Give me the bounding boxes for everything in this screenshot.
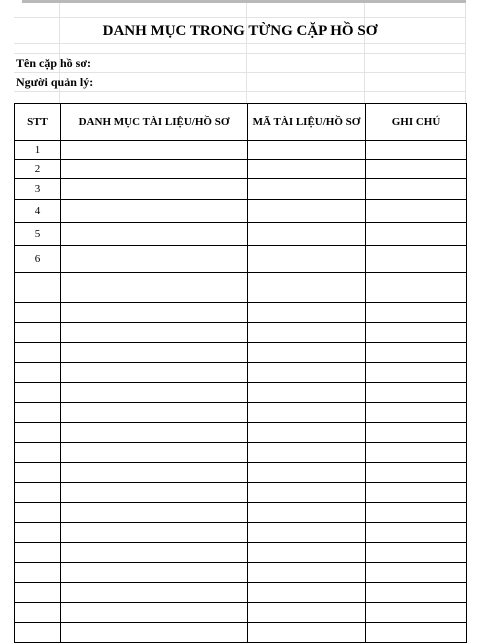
cell-code[interactable] (248, 603, 366, 623)
table-row (15, 603, 467, 623)
cell-note[interactable] (366, 543, 467, 563)
cell-catalog[interactable] (61, 563, 248, 583)
cell-stt[interactable] (15, 523, 61, 543)
cell-stt[interactable] (15, 463, 61, 483)
cell-note[interactable] (366, 363, 467, 383)
table-row (15, 200, 467, 223)
cell-stt[interactable]: 1 (15, 141, 61, 160)
table-row (15, 523, 467, 543)
cell-note[interactable] (366, 483, 467, 503)
cell-note[interactable] (366, 603, 467, 623)
cell-catalog[interactable] (61, 523, 248, 543)
table-row (15, 343, 467, 363)
cell-code[interactable] (248, 179, 366, 200)
cell-stt[interactable] (15, 403, 61, 423)
gridline (14, 91, 466, 92)
cell-stt[interactable] (15, 623, 61, 643)
cell-note[interactable] (366, 383, 467, 403)
table-row (15, 383, 467, 403)
cell-code[interactable] (248, 563, 366, 583)
table-row (15, 543, 467, 563)
table-row (15, 463, 467, 483)
cell-note[interactable] (366, 523, 467, 543)
table-row (15, 623, 467, 643)
cell-catalog[interactable] (61, 200, 248, 223)
cell-stt[interactable] (15, 323, 61, 343)
cell-stt[interactable] (15, 383, 61, 403)
cell-catalog[interactable] (61, 223, 248, 246)
gridline (14, 17, 466, 18)
cell-note[interactable] (366, 273, 467, 303)
folder-name-label: Tên cặp hồ sơ: (16, 56, 91, 70)
cell-note[interactable] (366, 200, 467, 223)
cell-code[interactable] (248, 483, 366, 503)
cell-stt[interactable] (15, 443, 61, 463)
gridline (14, 43, 466, 44)
cell-note[interactable] (366, 141, 467, 160)
cell-catalog[interactable] (61, 273, 248, 303)
cell-code[interactable] (248, 443, 366, 463)
header-catalog: DANH MỤC TÀI LIỆU/HỒ SƠ (61, 104, 248, 141)
cell-stt[interactable] (15, 503, 61, 523)
table-row (15, 563, 467, 583)
cell-stt[interactable] (15, 423, 61, 443)
cell-catalog[interactable] (61, 363, 248, 383)
cell-code[interactable] (248, 463, 366, 483)
cell-stt[interactable] (15, 303, 61, 323)
table-row (15, 179, 467, 200)
cell-note[interactable] (366, 463, 467, 483)
table-row (15, 303, 467, 323)
cell-note[interactable] (366, 563, 467, 583)
cell-code[interactable] (248, 223, 366, 246)
cell-stt[interactable]: 2 (15, 160, 61, 179)
cell-code[interactable] (248, 246, 366, 273)
cell-code[interactable] (248, 543, 366, 563)
cell-stt[interactable]: 4 (15, 200, 61, 223)
cell-note[interactable] (366, 223, 467, 246)
cell-code[interactable] (248, 200, 366, 223)
cell-note[interactable] (366, 343, 467, 363)
cell-catalog[interactable] (61, 403, 248, 423)
cell-code[interactable] (248, 623, 366, 643)
gridline (14, 72, 466, 73)
table-row (15, 483, 467, 503)
cell-stt[interactable] (15, 603, 61, 623)
cell-catalog[interactable] (61, 423, 248, 443)
cell-catalog[interactable] (61, 443, 248, 463)
cell-code[interactable] (248, 303, 366, 323)
cell-catalog[interactable] (61, 503, 248, 523)
table-row (15, 423, 467, 443)
table-row (15, 363, 467, 383)
cell-catalog[interactable] (61, 160, 248, 179)
cell-note[interactable] (366, 403, 467, 423)
cell-code[interactable] (248, 160, 366, 179)
table-header-row (15, 104, 467, 141)
cell-code[interactable] (248, 141, 366, 160)
cell-catalog[interactable] (61, 623, 248, 643)
cell-catalog[interactable] (61, 603, 248, 623)
cell-stt[interactable] (15, 363, 61, 383)
sheet-top-edge (22, 0, 466, 3)
cell-stt[interactable] (15, 543, 61, 563)
cell-catalog[interactable] (61, 179, 248, 200)
cell-code[interactable] (248, 503, 366, 523)
cell-catalog[interactable] (61, 343, 248, 363)
cell-note[interactable] (366, 323, 467, 343)
cell-catalog[interactable] (61, 483, 248, 503)
cell-catalog[interactable] (61, 246, 248, 273)
catalog-table (14, 103, 467, 643)
cell-note[interactable] (366, 423, 467, 443)
table-row (15, 223, 467, 246)
cell-catalog[interactable] (61, 141, 248, 160)
cell-note[interactable] (366, 623, 467, 643)
cell-code[interactable] (248, 523, 366, 543)
manager-label: Người quản lý: (16, 75, 94, 89)
cell-stt[interactable]: 5 (15, 223, 61, 246)
table-row (15, 273, 467, 303)
cell-code[interactable] (248, 423, 366, 443)
table-row (15, 160, 467, 179)
table-row (15, 246, 467, 273)
cell-code[interactable] (248, 403, 366, 423)
table-row (15, 503, 467, 523)
cell-stt[interactable] (15, 343, 61, 363)
cell-code[interactable] (248, 273, 366, 303)
table-row (15, 443, 467, 463)
cell-stt[interactable]: 3 (15, 179, 61, 200)
table-body (15, 141, 467, 643)
cell-note[interactable] (366, 503, 467, 523)
cell-catalog[interactable] (61, 323, 248, 343)
cell-note[interactable] (366, 160, 467, 179)
table-row (15, 403, 467, 423)
table-row (15, 141, 467, 160)
cell-stt[interactable]: 6 (15, 246, 61, 273)
cell-stt[interactable] (15, 483, 61, 503)
document-title: DANH MỤC TRONG TỪNG CẶP HỒ SƠ (102, 23, 378, 39)
cell-catalog[interactable] (61, 463, 248, 483)
cell-code[interactable] (248, 343, 366, 363)
table-row (15, 323, 467, 343)
gridline (14, 53, 466, 54)
cell-stt[interactable] (15, 273, 61, 303)
cell-catalog[interactable] (61, 303, 248, 323)
cell-note[interactable] (366, 443, 467, 463)
cell-stt[interactable] (15, 563, 61, 583)
cell-note[interactable] (366, 303, 467, 323)
cell-catalog[interactable] (61, 383, 248, 403)
cell-note[interactable] (366, 179, 467, 200)
cell-code[interactable] (248, 323, 366, 343)
header-note: GHI CHÚ (366, 104, 467, 141)
cell-catalog[interactable] (61, 543, 248, 563)
cell-code[interactable] (248, 383, 366, 403)
cell-note[interactable] (366, 246, 467, 273)
cell-code[interactable] (248, 363, 366, 383)
header-code: MÃ TÀI LIỆU/HỒ SƠ (248, 104, 366, 141)
header-stt: STT (15, 104, 61, 141)
